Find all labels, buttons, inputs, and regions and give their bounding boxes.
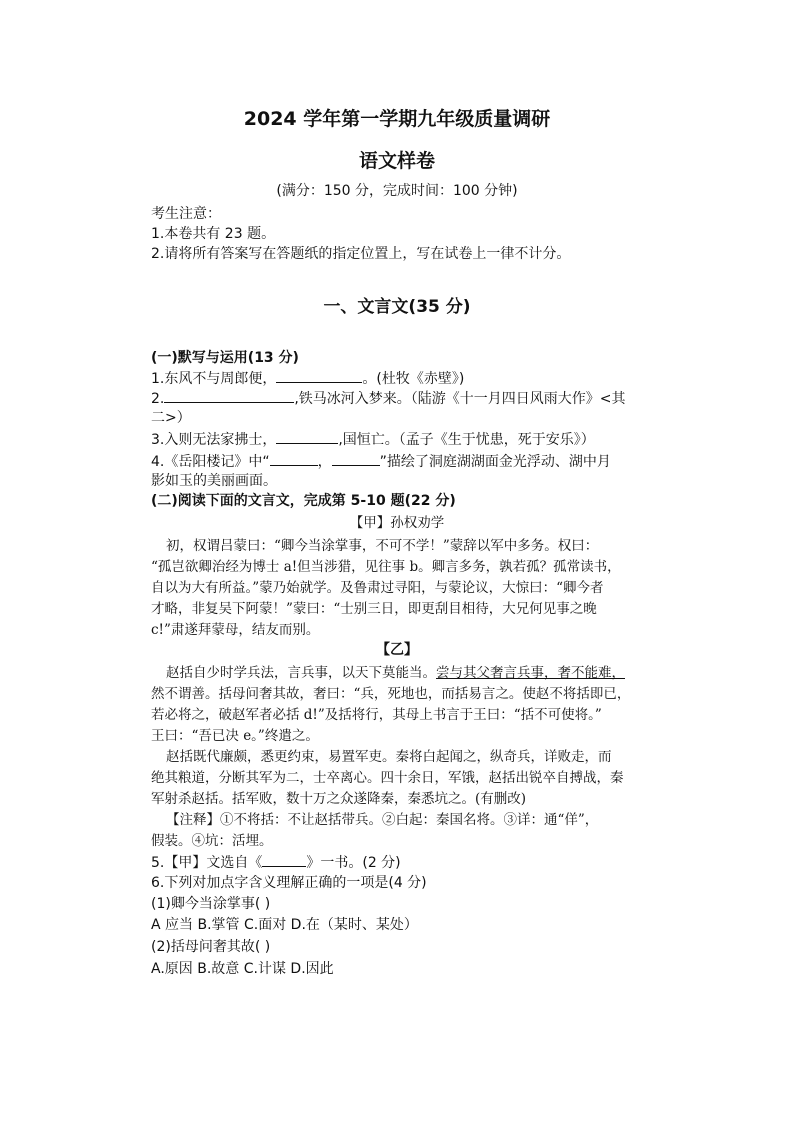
question-6-sub2: (2)括母问奢其故( )	[151, 939, 271, 955]
question-text: ,国恒亡。（孟子《生于忧患，死于安乐》）	[338, 432, 595, 448]
question-text: 1.东风不与周郎便，	[151, 371, 277, 387]
passage-jia-title: 【甲】孙权劝学	[349, 515, 445, 531]
question-text: ，	[317, 454, 332, 470]
passage-yi-line: 若必将之，破赵军者必括 d!”及括将行，其母上书言于王曰：“括不可使将。”	[151, 707, 602, 723]
passage-jia-line: c!”肃遂拜蒙母，结友而别。	[151, 622, 320, 638]
part-heading: (二)阅读下面的文言文，完成第 5-10 题(22 分)	[151, 493, 456, 509]
notice-item: 2.请将所有答案写在答题纸的指定位置上，写在试卷上一律不计分。	[151, 246, 571, 262]
question-6-stem: 6.下列对加点字含义理解正确的一项是(4 分)	[151, 875, 427, 891]
answer-blank	[332, 451, 380, 466]
question-6-sub1: (1)卿今当涂掌事( )	[151, 896, 271, 912]
question-6-options1: A 应当 B.掌管 C.面对 D.在（某时、某处）	[151, 917, 418, 933]
page-subtitle: 语文样卷	[358, 150, 435, 172]
passage-yi-line: 军射杀赵括。括军败，数十万之众遂降秦，秦悉坑之。(有删改)	[151, 791, 527, 807]
passage-text: 赵括自少时学兵法，言兵事，以天下莫能当。	[166, 665, 436, 681]
passage-yi-line: 绝其粮道，分断其军为二，士卒离心。四十余日，军饿，赵括出锐卒自搏战，秦	[151, 770, 624, 786]
section-title: 一、文言文(35 分)	[323, 297, 471, 317]
passage-jia-line: 自以为大有所益。”蒙乃始就学。及鲁肃过寻阳，与蒙论议，大惊曰：“卿今者	[151, 580, 604, 596]
part-heading: (一)默写与运用(13 分)	[151, 350, 299, 366]
question-text: 4.《岳阳楼记》中“	[151, 454, 270, 470]
passage-yi-line: 然不谓善。括母问奢其故，奢曰：“兵，死地也，而括易言之。使赵不将括即已，	[151, 686, 631, 702]
question-5	[151, 852, 401, 873]
underlined-sentence: 尝与其父奢言兵事，奢不能难，	[436, 665, 625, 681]
question-text: 2.	[151, 391, 165, 407]
question-text: 3.入则无法家拂士，	[151, 432, 277, 448]
question-3	[151, 429, 595, 450]
notice-heading: 考生注意：	[151, 206, 221, 222]
question-4	[151, 451, 611, 472]
passage-jia-line: 初，权谓吕蒙曰：“卿今当涂掌事，不可不学！”蒙辞以军中多务。权曰：	[166, 538, 599, 554]
passage-yi-line: 王曰：“吾已决 e。”终遣之。	[151, 728, 319, 744]
passage-jia-line: 才略，非复吴下阿蒙！”蒙曰：“士别三日，即更刮目相待，大兄何见事之晚	[151, 601, 597, 617]
notice-item: 1.本卷共有 23 题。	[151, 226, 276, 242]
passage-yi-line: 赵括既代廉颇，悉更约束，易置军吏。秦将白起闻之，纵奇兵，详败走，而	[166, 749, 612, 765]
question-text: 。(杜牧《赤壁》)	[362, 371, 465, 387]
annotation-line: 假装。④坑：活埋。	[151, 833, 273, 849]
annotation-line: 【注释】①不将括：不让赵括带兵。②白起：秦国名将。③详：通“佯”，	[166, 812, 599, 828]
page-title: 2024 学年第一学期九年级质量调研	[243, 108, 551, 130]
answer-blank	[270, 451, 318, 466]
answer-blank	[276, 429, 338, 444]
question-2-continued: 二>）	[151, 410, 191, 426]
question-text: ,铁马冰河入梦来。（陆游《十一月四日风雨大作》<其	[294, 391, 626, 407]
question-4-continued: 影如玉的美丽画面。	[151, 473, 277, 489]
question-text: 5.【甲】文选自《	[151, 855, 263, 871]
answer-blank	[164, 388, 294, 403]
question-6-options2: A.原因 B.故意 C.计谋 D.因此	[151, 961, 334, 977]
answer-blank	[276, 368, 362, 383]
question-text: ”描绘了洞庭湖湖面金光浮动、湖中月	[379, 454, 611, 470]
question-text: 》一书。(2 分)	[306, 855, 401, 871]
question-2	[151, 388, 626, 409]
exam-meta: (满分：150 分，完成时间：100 分钟)	[276, 183, 518, 199]
question-1	[151, 368, 464, 389]
passage-jia-line: “孤岂欲卿治经为博士 a!但当涉猎，见往事 b。卿言多务，孰若孤？孤常读书，	[151, 559, 621, 575]
passage-yi-title: 【乙】	[376, 642, 418, 658]
answer-blank	[262, 852, 306, 867]
passage-yi-line	[166, 663, 625, 683]
